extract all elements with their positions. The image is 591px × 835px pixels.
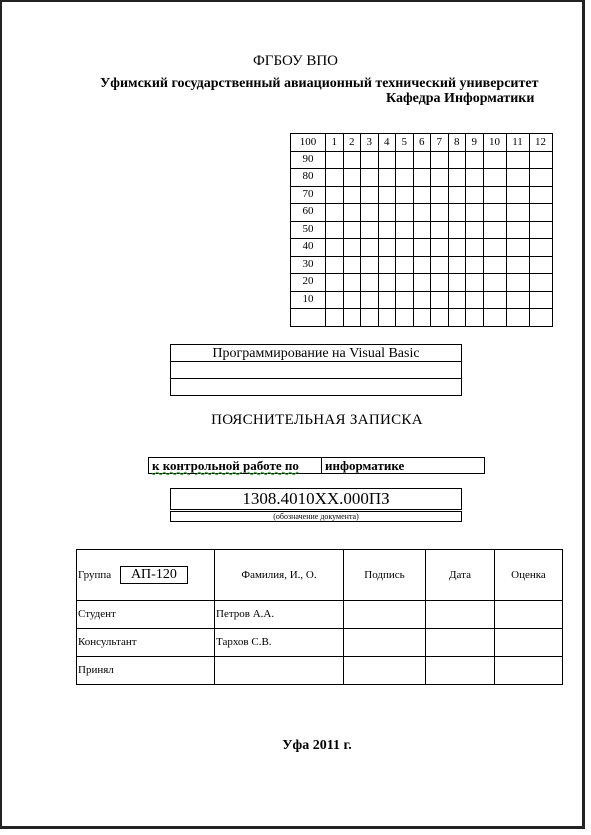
- row-role: Консультант: [77, 629, 215, 657]
- grid-cell: [483, 204, 506, 222]
- document-code: 1308.4010ХХ.000ПЗ: [170, 488, 462, 510]
- grid-cell: [466, 151, 484, 169]
- subject-box: [170, 344, 462, 396]
- grid-cell: [326, 151, 344, 169]
- row-role: Принял: [77, 657, 215, 685]
- grid-cell: [529, 186, 552, 204]
- grid-cell: [396, 186, 414, 204]
- grid-column-label: 2: [343, 134, 361, 152]
- grid-cell: [343, 169, 361, 187]
- work-line: [148, 457, 485, 474]
- grid-cell: [483, 291, 506, 309]
- grid-cell: [448, 151, 466, 169]
- grid-row-label: 80: [291, 169, 326, 187]
- grid-row-label: 90: [291, 151, 326, 169]
- grid-cell: [343, 186, 361, 204]
- grid-cell: [326, 186, 344, 204]
- grid-cell: [361, 256, 379, 274]
- grid-column-label: 7: [431, 134, 449, 152]
- grid-cell: [326, 221, 344, 239]
- grid-cell: [466, 239, 484, 257]
- grid-cell: [506, 291, 529, 309]
- grid-cell: [326, 291, 344, 309]
- row-role: Студент: [77, 601, 215, 629]
- row-signature: [344, 657, 426, 685]
- grid-cell: [413, 291, 431, 309]
- grid-cell: [361, 204, 379, 222]
- footer-city-year: Уфа 2011 г.: [282, 738, 352, 753]
- grid-row-label: 30: [291, 256, 326, 274]
- grid-column-label: 8: [448, 134, 466, 152]
- grid-cell: [413, 239, 431, 257]
- grid-cell: [483, 186, 506, 204]
- grid-cell: [431, 151, 449, 169]
- grid-cell: [483, 274, 506, 292]
- grid-cell: [396, 291, 414, 309]
- grid-corner-label: 100: [291, 134, 326, 152]
- grid-cell: [529, 221, 552, 239]
- grid-cell: [431, 309, 449, 327]
- grid-cell: [448, 309, 466, 327]
- grid-cell: [483, 221, 506, 239]
- grid-cell: [378, 239, 396, 257]
- grid-cell: [413, 309, 431, 327]
- grid-cell: [506, 239, 529, 257]
- grid-cell: [378, 151, 396, 169]
- department-name: Кафедра Информатики: [386, 91, 535, 106]
- document-title: ПОЯСНИТЕЛЬНАЯ ЗАПИСКА: [211, 412, 423, 428]
- grid-cell: [506, 204, 529, 222]
- work-prefix: к контрольной работе по: [149, 458, 322, 474]
- grid-cell: [448, 169, 466, 187]
- row-grade: [495, 629, 563, 657]
- grid-column-label: 5: [396, 134, 414, 152]
- grid-column-label: 1: [326, 134, 344, 152]
- grid-cell: [326, 309, 344, 327]
- grid-cell: [361, 221, 379, 239]
- grid-cell: [448, 239, 466, 257]
- grid-cell: [506, 186, 529, 204]
- grid-cell: [466, 274, 484, 292]
- grid-cell: [529, 239, 552, 257]
- grid-cell: [448, 256, 466, 274]
- grid-cell: [466, 169, 484, 187]
- grid-cell: [466, 291, 484, 309]
- grid-cell: [448, 221, 466, 239]
- header-grade: Оценка: [495, 550, 563, 601]
- grid-cell: [448, 291, 466, 309]
- grid-cell: [431, 256, 449, 274]
- grid-cell: [431, 204, 449, 222]
- grid-cell: [378, 204, 396, 222]
- grid-column-label: 11: [506, 134, 529, 152]
- grid-cell: [343, 274, 361, 292]
- grid-cell: [378, 186, 396, 204]
- grid-cell: [343, 291, 361, 309]
- grade-grid: [290, 133, 553, 327]
- row-grade: [495, 657, 563, 685]
- subject-blank-row: [171, 379, 462, 396]
- row-signature: [344, 629, 426, 657]
- grid-cell: [396, 204, 414, 222]
- grid-column-label: 4: [378, 134, 396, 152]
- grid-cell: [326, 204, 344, 222]
- grid-cell: [326, 256, 344, 274]
- grid-cell: [413, 274, 431, 292]
- grid-cell: [529, 151, 552, 169]
- grid-row-label: 20: [291, 274, 326, 292]
- grid-cell: [529, 274, 552, 292]
- grid-cell: [466, 221, 484, 239]
- grid-cell: [483, 169, 506, 187]
- grid-cell: [448, 274, 466, 292]
- grid-cell: [361, 274, 379, 292]
- group-value: АП-120: [120, 566, 188, 584]
- subject-name: Программирование на Visual Basic: [171, 345, 462, 362]
- grid-cell: [361, 169, 379, 187]
- row-date: [426, 601, 495, 629]
- grid-cell: [396, 169, 414, 187]
- grid-cell: [466, 309, 484, 327]
- grid-cell: [431, 186, 449, 204]
- work-subject: информатике: [322, 458, 485, 474]
- grid-cell: [483, 256, 506, 274]
- grid-row-label: 70: [291, 186, 326, 204]
- document-code-caption: (обозначение документа): [170, 511, 462, 522]
- grid-cell: [361, 291, 379, 309]
- grid-cell: [378, 256, 396, 274]
- grid-cell: [326, 274, 344, 292]
- grid-cell: [506, 256, 529, 274]
- row-person: Тархов С.В.: [215, 629, 344, 657]
- university-name: Уфимский государственный авиационный технический университет: [100, 76, 539, 91]
- grid-column-label: 10: [483, 134, 506, 152]
- grid-cell: [466, 204, 484, 222]
- grid-cell: [529, 309, 552, 327]
- grid-cell: [343, 151, 361, 169]
- grid-column-label: 6: [413, 134, 431, 152]
- grid-cell: [529, 291, 552, 309]
- grid-cell: [378, 309, 396, 327]
- grid-cell: [431, 291, 449, 309]
- header-name: Фамилия, И., О.: [215, 550, 344, 601]
- grid-cell: [483, 151, 506, 169]
- grid-cell: [396, 151, 414, 169]
- grid-cell: [413, 151, 431, 169]
- grid-cell: [396, 221, 414, 239]
- grid-column-label: 12: [529, 134, 552, 152]
- signature-table: [76, 549, 563, 685]
- grid-cell: [378, 274, 396, 292]
- grid-cell: [431, 239, 449, 257]
- grid-cell: [413, 221, 431, 239]
- row-date: [426, 629, 495, 657]
- grid-cell: [529, 169, 552, 187]
- grid-cell: [343, 256, 361, 274]
- grid-cell: [448, 204, 466, 222]
- grid-column-label: 3: [361, 134, 379, 152]
- grid-cell: [413, 256, 431, 274]
- grid-cell: [343, 309, 361, 327]
- grid-cell: [361, 151, 379, 169]
- grid-cell: [378, 221, 396, 239]
- grid-cell: [326, 239, 344, 257]
- grid-cell: [326, 169, 344, 187]
- grid-row-label: 40: [291, 239, 326, 257]
- grid-cell: [529, 256, 552, 274]
- grid-cell: [448, 186, 466, 204]
- grid-cell: [413, 169, 431, 187]
- grid-column-label: 9: [466, 134, 484, 152]
- grid-row-label: 10: [291, 291, 326, 309]
- grid-cell: [529, 204, 552, 222]
- grid-cell: [396, 256, 414, 274]
- header-signature: Подпись: [344, 550, 426, 601]
- grid-cell: [396, 239, 414, 257]
- grid-cell: [483, 239, 506, 257]
- row-signature: [344, 601, 426, 629]
- group-cell: [77, 550, 215, 601]
- org-name: ФГБОУ ВПО: [252, 53, 339, 69]
- row-date: [426, 657, 495, 685]
- grid-cell: [431, 169, 449, 187]
- row-grade: [495, 601, 563, 629]
- grid-cell: [413, 204, 431, 222]
- row-person: Петров А.А.: [215, 601, 344, 629]
- grid-cell: [431, 274, 449, 292]
- grid-cell: [466, 186, 484, 204]
- grid-cell: [396, 274, 414, 292]
- grid-cell: [506, 309, 529, 327]
- grid-row-label: 60: [291, 204, 326, 222]
- row-person: [215, 657, 344, 685]
- grid-cell: [343, 221, 361, 239]
- grid-cell: [413, 186, 431, 204]
- grid-cell: [506, 169, 529, 187]
- subject-blank-row: [171, 362, 462, 379]
- grid-row-label: 50: [291, 221, 326, 239]
- grid-row-label: [291, 309, 326, 327]
- grid-cell: [466, 256, 484, 274]
- group-label: Группа: [78, 569, 112, 581]
- grid-cell: [506, 151, 529, 169]
- grid-cell: [396, 309, 414, 327]
- grid-cell: [361, 309, 379, 327]
- grid-cell: [483, 309, 506, 327]
- grid-cell: [431, 221, 449, 239]
- grid-cell: [378, 169, 396, 187]
- grid-cell: [506, 274, 529, 292]
- grid-cell: [361, 239, 379, 257]
- grid-cell: [506, 221, 529, 239]
- grid-cell: [361, 186, 379, 204]
- header-date: Дата: [426, 550, 495, 601]
- grid-cell: [378, 291, 396, 309]
- grid-cell: [343, 204, 361, 222]
- grid-cell: [343, 239, 361, 257]
